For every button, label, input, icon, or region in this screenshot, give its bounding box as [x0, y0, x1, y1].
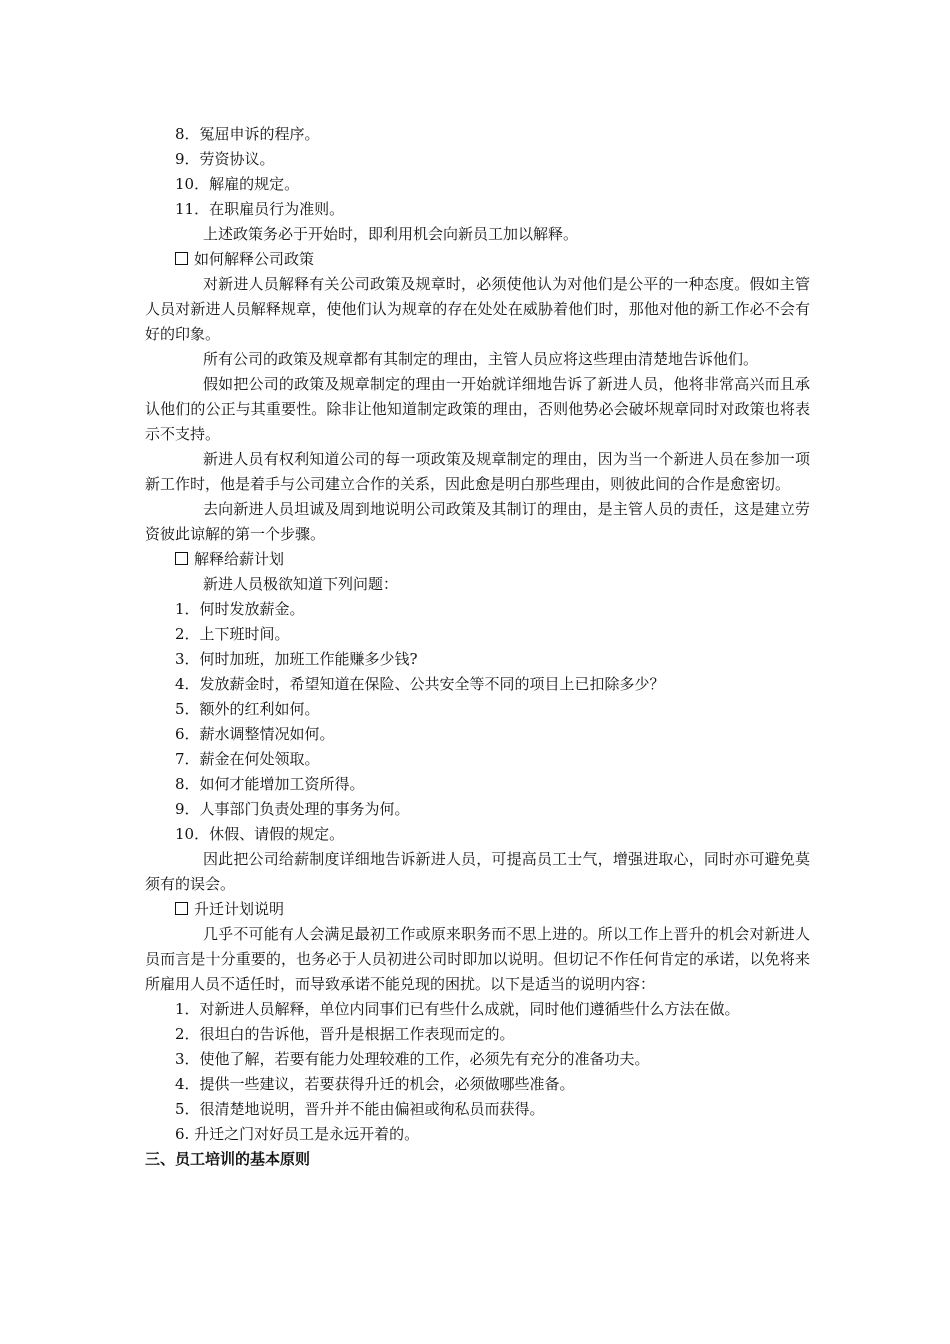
list-item: 7．薪金在何处领取。: [175, 750, 320, 768]
paragraph: 新进人员有权利知道公司的每一项政策及规章制定的理由，因为当一个新进人员在参加一项新工作时，他是着手与公司建立合作的关系，因此愈是明白那些理由，则彼此间的合作是愈密切。: [145, 450, 810, 493]
list-item: 8．如何才能增加工资所得。: [175, 775, 365, 793]
list-item: 5．额外的红利如何。: [175, 700, 320, 718]
list-item: 2．很坦白的告诉他，晋升是根据工作表现而定的。: [175, 1025, 515, 1043]
list-item: 4．提供一些建议，若要获得升迁的机会，必须做哪些准备。: [175, 1075, 575, 1093]
list-item: 9．人事部门负责处理的事务为何。: [175, 800, 410, 818]
list-item: 10．解雇的规定。: [175, 175, 300, 193]
paragraph: 新进人员极欲知道下列问题：: [203, 575, 399, 593]
list-item: 5．很清楚地说明，晋升并不能由偏袒或徇私员而获得。: [175, 1100, 545, 1118]
list-item: 2．上下班时间。: [175, 625, 290, 643]
section-heading-policy: 如何解释公司政策: [145, 247, 810, 272]
list-item: 6．薪水调整情况如何。: [175, 725, 335, 743]
list-item: 11．在职雇员行为准则。: [175, 200, 345, 218]
paragraph: 去向新进人员坦诚及周到地说明公司政策及其制订的理由，是主管人员的责任，这是建立劳资彼此谅解的第一个步骤。: [145, 500, 810, 543]
paragraph: 对新进人员解释有关公司政策及规章时，必须使他认为对他们是公平的一种态度。假如主管人员对新进人员解释规章，使他们认为规章的存在处处在威胁着他们时，那他对他的新工作必不会有好的印象。: [145, 275, 810, 343]
section-heading-promotion: 升迁计划说明: [145, 897, 810, 922]
checkbox-square-icon: [175, 252, 188, 265]
paragraph: 假如把公司的政策及规章制定的理由一开始就详细地告诉了新进人员，他将非常高兴而且承认他们的公正与其重要性。除非让他知道制定政策的理由，否则他势必会破坏规章同时对政策也将表示不支持。: [145, 375, 810, 443]
checkbox-square-icon: [175, 902, 188, 915]
list-item: 3．何时加班，加班工作能赚多少钱?: [175, 650, 418, 668]
list-item: 6. 升迁之门对好员工是永远开着的。: [175, 1125, 420, 1143]
paragraph: 上述政策务必于开始时，即利用机会向新员工加以解释。: [203, 225, 579, 243]
document-page: [145, 122, 810, 1172]
list-item: 1．对新进人员解释，单位内同事们已有些什么成就，同时他们遵循些什么方法在做。: [175, 1000, 740, 1018]
list-item: 3．使他了解，若要有能力处理较难的工作，必须先有充分的准备功夫。: [175, 1050, 650, 1068]
list-item: 8．冤屈申诉的程序。: [175, 125, 320, 143]
paragraph: 因此把公司给薪制度详细地告诉新进人员，可提高员工士气，增强进取心，同时亦可避免莫须有的误会。: [145, 850, 810, 893]
section-heading-pay: 解释给薪计划: [145, 547, 810, 572]
list-item: 4．发放薪金时，希望知道在保险、公共安全等不同的项目上已扣除多少？: [175, 675, 665, 693]
section-title: 三、员工培训的基本原则: [145, 1150, 311, 1168]
paragraph: 几乎不可能有人会满足最初工作或原来职务而不思上进的。所以工作上晋升的机会对新进人员而言是十分重要的，也务必于人员初进公司时即加以说明。但切记不作任何肯定的承诺，以免将来所雇用人员不适任时，而导致承诺不能兑现的困扰。以下是适当的说明内容：: [145, 925, 810, 993]
paragraph: 所有公司的政策及规章都有其制定的理由，主管人员应将这些理由清楚地告诉他们。: [203, 350, 759, 368]
list-item: 1．何时发放薪金。: [175, 600, 305, 618]
list-item: 9．劳资协议。: [175, 150, 275, 168]
checkbox-square-icon: [175, 552, 188, 565]
list-item: 10．休假、请假的规定。: [175, 825, 345, 843]
